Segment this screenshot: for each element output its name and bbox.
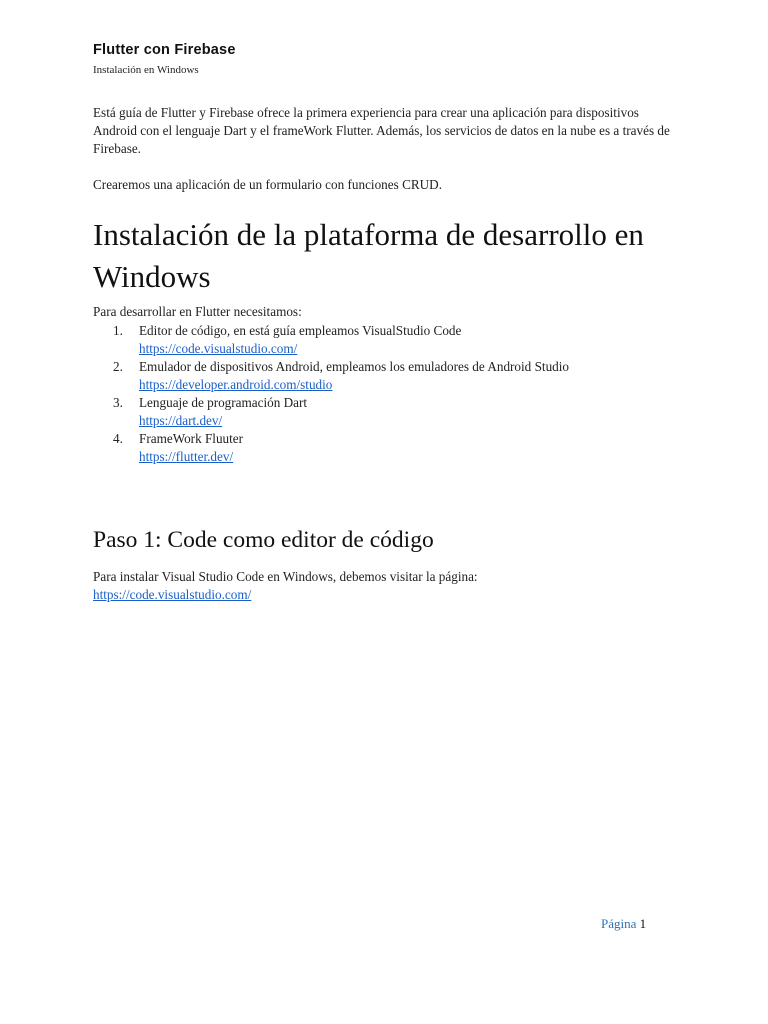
list-item: [93, 430, 569, 466]
step1-text: Para instalar Visual Studio Code en Windows, debemos visitar la página:: [93, 569, 478, 584]
header-title: Flutter con Firebase: [93, 42, 236, 58]
header-subtitle: Instalación en Windows: [93, 64, 199, 76]
section-heading-step1: Paso 1: Code como editor de código: [93, 527, 434, 553]
list-item-number: 3.: [113, 395, 123, 410]
requirements-list: [93, 322, 569, 466]
list-item-text: Lenguaje de programación Dart: [139, 395, 308, 410]
page-label: Página: [601, 916, 637, 931]
link-flutter[interactable]: https://flutter.dev/: [139, 449, 234, 464]
list-item: [93, 322, 569, 358]
link-vscode[interactable]: https://code.visualstudio.com/: [139, 341, 298, 356]
list-item: [93, 394, 569, 430]
intro-paragraph-crud: Crearemos una aplicación de un formulario con funciones CRUD.: [93, 177, 442, 192]
link-dart[interactable]: https://dart.dev/: [139, 413, 223, 428]
list-item-text: FrameWork Fluuter: [139, 431, 244, 446]
list-item-text: Editor de código, en está guía empleamos VisualStudio Code: [139, 323, 462, 338]
page-footer: [601, 916, 646, 932]
step1-body: [93, 568, 478, 604]
intro-paragraph: Está guía de Flutter y Firebase ofrece la primera experiencia para crear una aplicación para dispositivos Android con el lenguaje Dart y el frameWork Flutter. Además, los servicios de datos en la nube es a través de Firebase.: [93, 105, 670, 156]
link-step1-vscode[interactable]: https://code.visualstudio.com/: [93, 587, 252, 602]
list-item: [93, 358, 569, 394]
list-item-number: 4.: [113, 431, 123, 446]
list-item-number: 2.: [113, 359, 123, 374]
list-item-number: 1.: [113, 323, 123, 338]
intro-section: [93, 104, 673, 194]
section-heading-installation: Instalación de la plataforma de desarrollo en Windows: [93, 217, 644, 294]
link-android-studio[interactable]: https://developer.android.com/studio: [139, 377, 333, 392]
page-number: 1: [639, 916, 647, 931]
list-item-text: Emulador de dispositivos Android, empleamos los emuladores de Android Studio: [139, 359, 570, 374]
requirements-lead: Para desarrollar en Flutter necesitamos:: [93, 304, 302, 319]
